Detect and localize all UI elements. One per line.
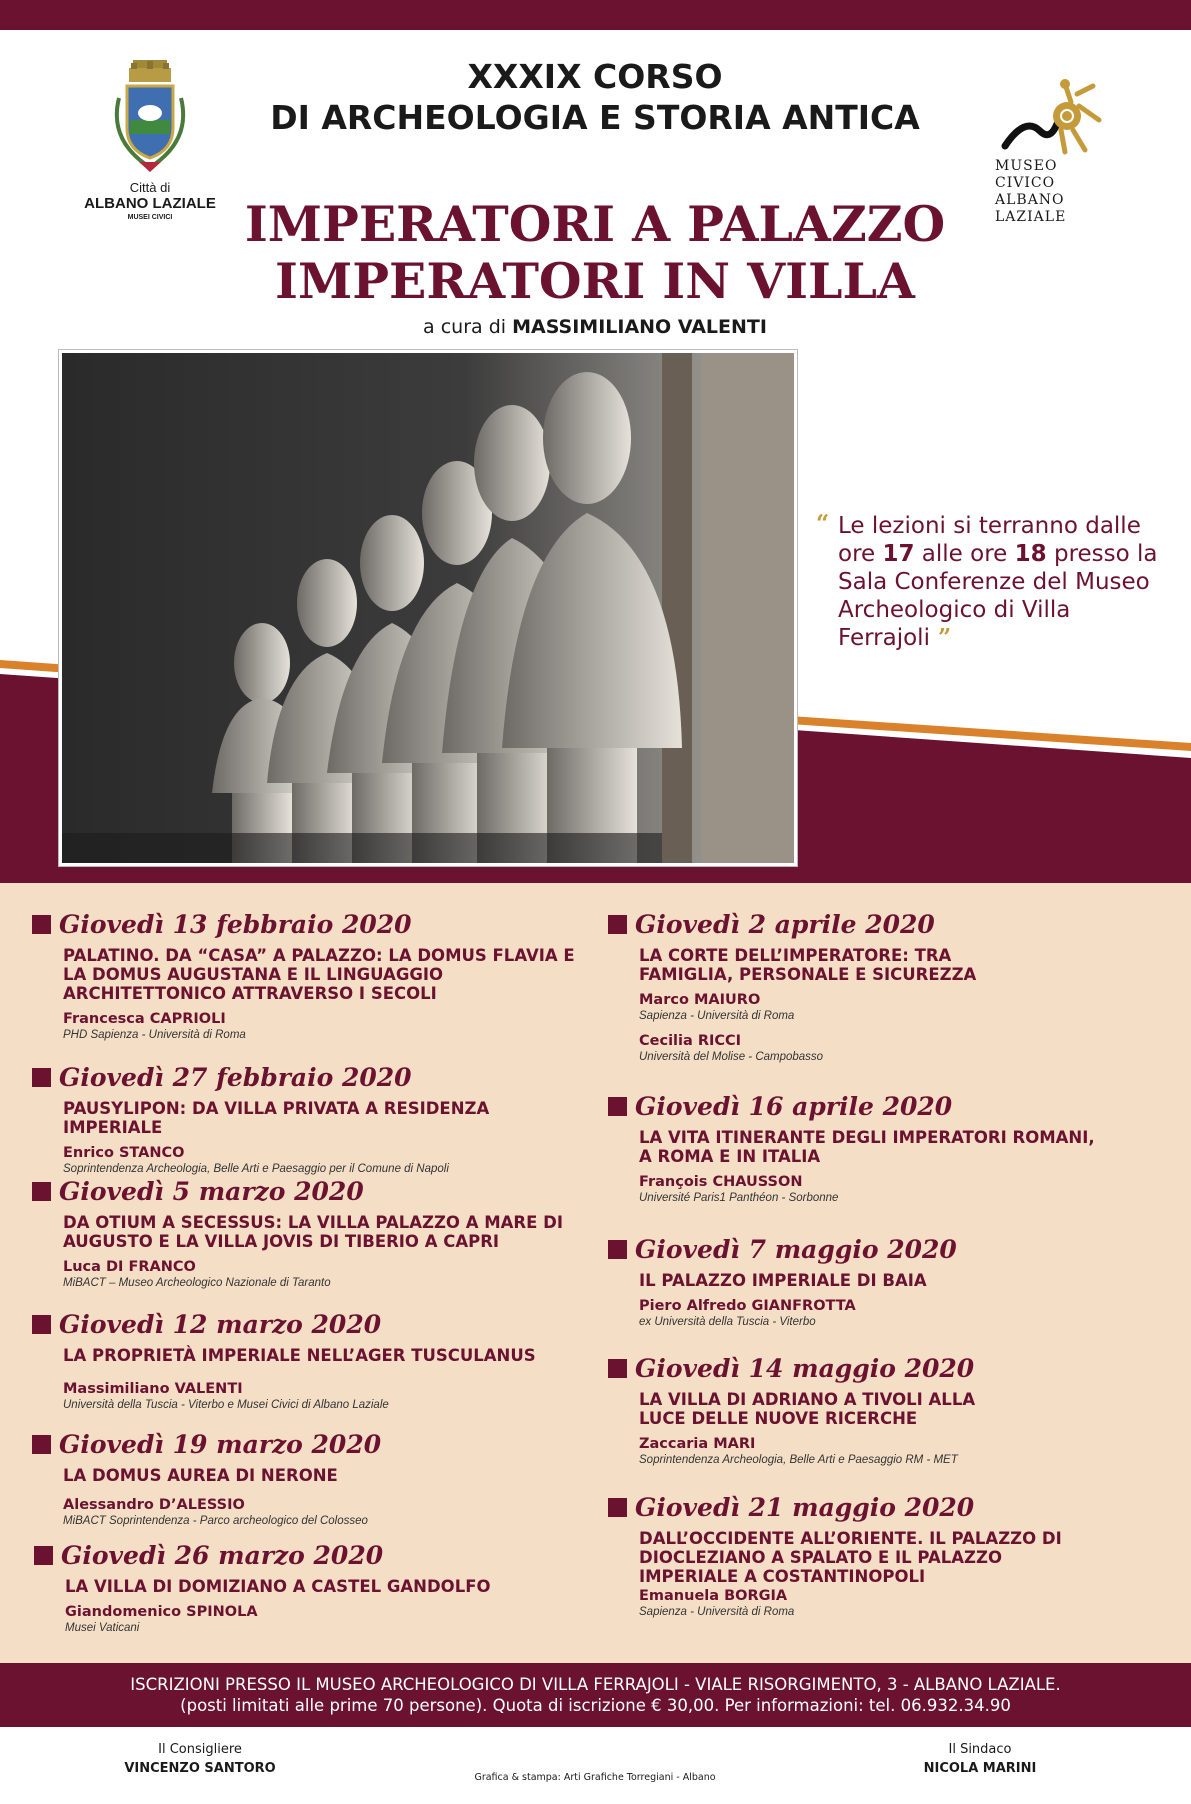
city-caption-2: ALBANO LAZIALE: [84, 195, 216, 212]
bullet-icon: [34, 1546, 53, 1565]
registration-line-2: (posti limitati alle prime 70 persone). Quota di iscrizione € 30,00. Per informazioni: tel. 06.932.34.90: [180, 1696, 1011, 1715]
speaker-affiliation: Université Paris1 Panthéon - Sorbonne: [639, 1192, 839, 1204]
lesson-date: Giovedì 21 maggio 2020: [635, 1493, 975, 1522]
bullet-icon: [32, 915, 51, 934]
lesson-item: [608, 910, 1168, 1064]
quote-text-1: Le lezioni si terranno dalle ore: [838, 513, 1141, 567]
speaker-name: Francesca CAPRIOLI: [63, 1011, 226, 1027]
quote-start-hour: 17: [882, 541, 915, 567]
lesson-date: Giovedì 19 marzo 2020: [59, 1430, 382, 1459]
city-logo: [55, 58, 245, 222]
lesson-date: Giovedì 14 maggio 2020: [635, 1354, 975, 1383]
lesson-item: [608, 1235, 1168, 1329]
speaker-name: Alessandro D’ALESSIO: [63, 1497, 245, 1513]
lesson-date: Giovedì 5 marzo 2020: [59, 1177, 364, 1206]
bullet-icon: [32, 1435, 51, 1454]
speaker-affiliation: Soprintendenza Archeologia, Belle Arti e Paesaggio per il Comune di Napoli: [63, 1163, 449, 1175]
bullet-icon: [608, 1498, 627, 1517]
speaker-affiliation: ex Università della Tuscia - Viterbo: [639, 1316, 816, 1328]
museum-figure-icon: [995, 76, 1115, 158]
curator-prefix: a cura di: [423, 316, 507, 338]
main-title: [230, 196, 960, 310]
lesson-topic: LA VILLA DI ADRIANO A TIVOLI ALLA LUCE DELLE NUOVE RICERCHE: [639, 1390, 976, 1428]
bullet-icon: [32, 1068, 51, 1087]
bullet-icon: [608, 915, 627, 934]
lesson-topic: LA VILLA DI DOMIZIANO A CASTEL GANDOLFO: [65, 1577, 491, 1596]
course-heading: [230, 56, 960, 138]
councillor-role: Il Consigliere: [158, 1742, 242, 1757]
lesson-item: [32, 1063, 592, 1176]
open-quote-icon: “: [816, 510, 830, 537]
close-quote-icon: ”: [929, 624, 952, 651]
lesson-topic: LA DOMUS AUREA DI NERONE: [63, 1466, 338, 1485]
speaker-name: Massimiliano VALENTI: [63, 1381, 243, 1397]
museum-name-1: MUSEO: [995, 158, 1058, 174]
mayor-name: NICOLA MARINI: [923, 1761, 1037, 1776]
quote-text-2: alle ore: [914, 541, 1015, 567]
speaker-name: François CHAUSSON: [639, 1174, 803, 1190]
lesson-item: [32, 1177, 592, 1290]
registration-line-1: ISCRIZIONI PRESSO IL MUSEO ARCHEOLOGICO DI VILLA FERRAJOLI - VIALE RISORGIMENTO, 3 - ALBANO LAZIALE.: [130, 1675, 1061, 1694]
lesson-date: Giovedì 27 febbraio 2020: [59, 1063, 412, 1092]
speaker-affiliation: MiBACT – Museo Archeologico Nazionale di Taranto: [63, 1277, 331, 1289]
lesson-item: [34, 1541, 594, 1635]
lesson-item: [608, 1493, 1168, 1619]
speaker-affiliation: Università della Tuscia - Viterbo e Musei Civici di Albano Laziale: [63, 1399, 389, 1411]
lesson-date: Giovedì 16 aprile 2020: [635, 1092, 953, 1121]
quote-text-3: presso la Sala Conferenze del Museo Archeologico di Villa Ferrajoli: [838, 541, 1158, 651]
course-line-2: DI ARCHEOLOGIA E STORIA ANTICA: [270, 98, 920, 137]
museum-name-3: ALBANO: [995, 192, 1065, 208]
lesson-date: Giovedì 2 aprile 2020: [635, 910, 935, 939]
signature-mayor: [870, 1740, 1090, 1778]
speaker-affiliation: Sapienza - Università di Roma: [639, 1010, 795, 1022]
title-line-2: IMPERATORI IN VILLA: [275, 252, 915, 310]
speaker-name: Luca DI FRANCO: [63, 1259, 196, 1275]
title-line-1: IMPERATORI A PALAZZO: [244, 195, 946, 253]
museum-name-4: LAZIALE: [995, 209, 1067, 225]
lesson-item: [32, 1310, 592, 1412]
registration-band: [0, 1663, 1191, 1727]
lesson-date: Giovedì 12 marzo 2020: [59, 1310, 382, 1339]
lesson-date: Giovedì 7 maggio 2020: [635, 1235, 957, 1264]
lesson-topic: DALL’OCCIDENTE ALL’ORIENTE. IL PALAZZO DI DIOCLEZIANO A SPALATO E IL PALAZZO IMPERIALE A COSTANTINOPOLI: [639, 1529, 1062, 1586]
speaker-affiliation: Musei Vaticani: [65, 1622, 140, 1634]
top-band: [0, 0, 1191, 30]
bullet-icon: [608, 1240, 627, 1259]
emperor-busts-photo: [59, 350, 797, 866]
speaker-name: Marco MAIURO: [639, 992, 761, 1008]
lesson-item: [32, 910, 592, 1042]
lesson-item: [608, 1092, 1168, 1205]
bullet-icon: [608, 1359, 627, 1378]
speaker-affiliation: PHD Sapienza - Università di Roma: [63, 1029, 246, 1041]
print-credit: Grafica & stampa: Arti Grafiche Torregiani - Albano: [474, 1772, 716, 1783]
bullet-icon: [32, 1182, 51, 1201]
speaker-name: Cecilia RICCI: [639, 1033, 742, 1049]
lesson-topic: LA CORTE DELL’IMPERATORE: TRA FAMIGLIA, PERSONALE E SICUREZZA: [639, 946, 977, 984]
city-caption-1: Città di: [129, 180, 171, 195]
speaker-name: Piero Alfredo GIANFROTTA: [639, 1298, 856, 1314]
lesson-topic: DA OTIUM A SECESSUS: LA VILLA PALAZZO A MARE DI AUGUSTO E LA VILLA JOVIS DI TIBERIO A CAPRI: [63, 1213, 563, 1251]
curator-line: [230, 316, 960, 338]
busts-illustration: [62, 353, 794, 863]
lesson-schedule-quote: [816, 510, 1168, 652]
lesson-item: [32, 1430, 592, 1528]
bullet-icon: [608, 1097, 627, 1116]
lesson-topic: LA VITA ITINERANTE DEGLI IMPERATORI ROMANI, A ROMA E IN ITALIA: [639, 1128, 1095, 1166]
speaker-name: Zaccaria MARI: [639, 1436, 756, 1452]
city-crest-icon: [105, 58, 195, 176]
museum-name: [995, 158, 1145, 226]
lesson-item: [608, 1354, 1168, 1467]
speaker-name: Emanuela BORGIA: [639, 1588, 788, 1604]
course-line-1: XXXIX CORSO: [467, 57, 723, 96]
city-caption-3: MUSEI CIVICI: [127, 214, 173, 221]
mayor-role: Il Sindaco: [948, 1742, 1012, 1757]
speaker-name: Enrico STANCO: [63, 1145, 185, 1161]
lesson-topic: PALATINO. DA “CASA” A PALAZZO: LA DOMUS FLAVIA E LA DOMUS AUGUSTANA E IL LINGUAGGIO ARCHITETTONICO ATTRAVERSO I SECOLI: [63, 946, 575, 1003]
speaker-name: Giandomenico SPINOLA: [65, 1604, 258, 1620]
councillor-name: VINCENZO SANTORO: [124, 1761, 276, 1776]
signature-councillor: [90, 1740, 310, 1778]
speaker-affiliation: Soprintendenza Archeologia, Belle Arti e Paesaggio RM - MET: [639, 1454, 958, 1466]
lesson-date: Giovedì 13 febbraio 2020: [59, 910, 412, 939]
museum-logo: [995, 76, 1145, 226]
speaker-affiliation: Università del Molise - Campobasso: [639, 1051, 824, 1063]
lesson-topic: LA PROPRIETÀ IMPERIALE NELL’AGER TUSCULANUS: [63, 1346, 536, 1365]
quote-end-hour: 18: [1014, 541, 1047, 567]
lesson-topic: IL PALAZZO IMPERIALE DI BAIA: [639, 1271, 927, 1290]
lesson-topic: PAUSYLIPON: DA VILLA PRIVATA A RESIDENZA IMPERIALE: [63, 1099, 490, 1137]
lesson-date: Giovedì 26 marzo 2020: [61, 1541, 384, 1570]
bullet-icon: [32, 1315, 51, 1334]
curator-name: MASSIMILIANO VALENTI: [512, 316, 767, 338]
speaker-affiliation: MiBACT Soprintendenza - Parco archeologico del Colosseo: [63, 1515, 368, 1527]
museum-name-2: CIVICO: [995, 175, 1056, 191]
speaker-affiliation: Sapienza - Università di Roma: [639, 1606, 795, 1618]
